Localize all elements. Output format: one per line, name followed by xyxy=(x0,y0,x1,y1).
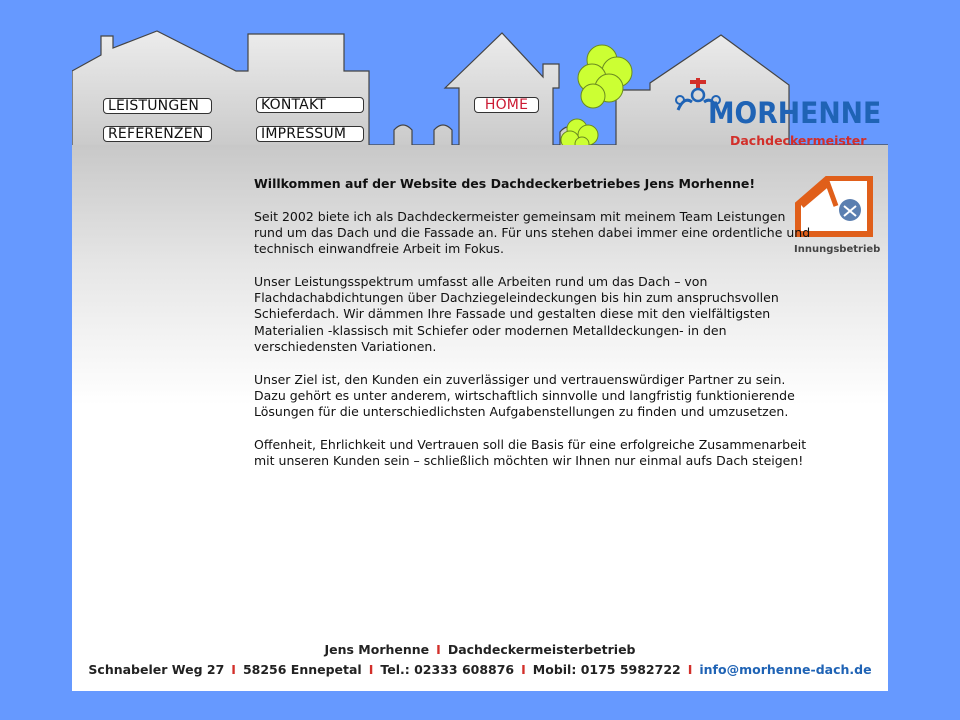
footer-name: Jens Morhenne xyxy=(324,642,430,657)
footer-contact-line xyxy=(72,662,888,677)
footer-separator: I xyxy=(231,662,236,677)
welcome-text xyxy=(254,176,814,486)
paragraph-goals: Unser Ziel ist, den Kunden ein zuverlässiger und vertrauenswürdiger Partner zu sein. Dazu gehört es unter anderem, wirtschaftlich sinnvolle und langfristig funktionierende Lösungen für die unterschiedlichsten Aufgabenstellungen zu finden und umzusetzen. xyxy=(254,371,795,420)
footer-business: Dachdeckermeisterbetrieb xyxy=(447,642,636,657)
footer-street: Schnabeler Weg 27 xyxy=(88,662,225,677)
nav-kontakt-button[interactable]: KONTAKT xyxy=(256,97,364,113)
logo-name: MORHENNE xyxy=(708,96,882,130)
footer-separator: I xyxy=(436,642,441,657)
innungsbetrieb-label: Innungsbetrieb xyxy=(794,244,881,255)
footer-email-link[interactable]: info@morhenne-dach.de xyxy=(699,662,872,677)
paragraph-values: Offenheit, Ehrlichkeit und Vertrauen soll die Basis für eine erfolgreiche Zusammenarbeit mit unseren Kunden sein – schließlich möchten wir Ihnen nur einmal aufs Dach steigen! xyxy=(254,436,807,469)
footer-separator: I xyxy=(368,662,374,677)
nav-home-button[interactable]: HOME xyxy=(474,97,539,113)
logo-subtitle: Dachdeckermeister xyxy=(730,133,867,148)
welcome-heading: Willkommen auf der Website des Dachdeckerbetriebes Jens Morhenne! xyxy=(254,176,756,191)
nav-leistungen-button[interactable]: LEISTUNGEN xyxy=(103,98,212,114)
footer-mobile: Mobil: 0175 5982722 xyxy=(532,662,681,677)
footer-company-line xyxy=(72,642,888,657)
nav-referenzen-button[interactable]: REFERENZEN xyxy=(103,126,212,142)
company-logo[interactable] xyxy=(674,78,884,148)
footer-phone: Tel.: 02333 608876 xyxy=(380,662,515,677)
paragraph-services: Unser Leistungsspektrum umfasst alle Arbeiten rund um das Dach – von Flachdachabdichtungen über Dachziegeleindeckungen bis hin zum anspruchsvollen Schieferdach. Wir dämmen Ihre Fassade und gestalten diese mit den vielfältigsten Materialien -klassisch mit Schiefer oder modernen Metalldeckungen- in den verschiedensten Variationen. xyxy=(254,273,779,354)
paragraph-history: Seit 2002 biete ich als Dachdeckermeister gemeinsam mit meinem Team Leistungen rund um das Dach und die Fassade an. Für uns stehen dabei immer eine ordentliche und technisch einwandfreie Arbeit im Fokus. xyxy=(254,208,811,257)
footer-separator: I xyxy=(687,662,693,677)
nav-impressum-button[interactable]: IMPRESSUM xyxy=(256,126,364,142)
footer-city: 58256 Ennepetal xyxy=(242,662,362,677)
page-container xyxy=(72,0,888,691)
footer-separator: I xyxy=(521,662,526,677)
